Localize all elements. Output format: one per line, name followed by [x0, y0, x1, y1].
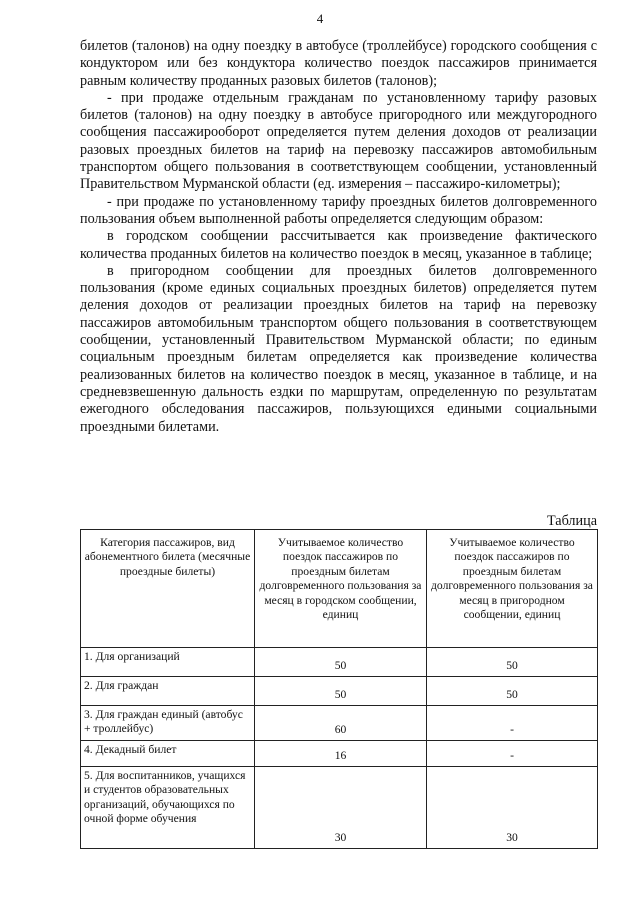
- paragraph: - при продаже отдельным гражданам по установленному тарифу разовых билетов (талонов) на одну поездку в автобусе пригородного или междугородного сообщения пассажирооборот определяется путем деления доходов от реализации разовых проездных билетов на тариф на перевозку пассажиров автомобильным транспортом общего пользования в соответствующем сообщении, установленный Правительством Мурманской области (ед. измерения – пассажиро-километры);: [80, 89, 597, 193]
- table-cell-suburban: 50: [427, 648, 598, 677]
- table-row: [81, 741, 598, 767]
- table-cell-city: 60: [255, 706, 427, 741]
- table-cell-city: 30: [255, 767, 427, 849]
- table-header-cell: Учитываемое количество поездок пассажиров по проездным билетам долговременного пользования за месяц в пригородном сообщении, единиц: [427, 530, 598, 648]
- table-cell-suburban: 50: [427, 677, 598, 706]
- table-row: [81, 706, 598, 741]
- table-cell-city: 16: [255, 741, 427, 767]
- paragraph: в пригородном сообщении для проездных билетов долговременного пользования (кроме единых социальных проездных билетов) определяется путем деления доходов от реализации проездных билетов на тариф на перевозку пассажиров автомобильным транспортом общего пользования в соответствующем сообщении, установленный Правительством Мурманской области; по единым социальным проездным билетам определяется как произведение количества реализованных билетов на количество поездок в месяц, указанное в таблице, и на средневзвешенную дальность ездки по маршрутам, определенную по результатам ежегодного обследования пассажиров, пользующихся едиными социальными проездными билетами.: [80, 262, 597, 435]
- table-cell-category: 5. Для воспитанников, учащихся и студентов образовательных организаций, обучающихся по очной форме обучения: [81, 767, 255, 849]
- page-number: 4: [316, 11, 324, 26]
- table-cell-category: 1. Для организаций: [81, 648, 255, 677]
- table-row: [81, 767, 598, 849]
- paragraph: - при продаже по установленному тарифу проездных билетов долговременного пользования объем выполненной работы определяется следующим образом:: [80, 193, 597, 227]
- body-text: [80, 38, 597, 436]
- table-cell-category: 3. Для граждан единый (автобус + троллейбус): [81, 706, 255, 741]
- table-cell-category: 4. Декадный билет: [81, 741, 255, 767]
- table-row: [81, 677, 598, 706]
- table-cell-city: 50: [255, 648, 427, 677]
- paragraph: билетов (талонов) на одну поездку в автобусе (троллейбусе) городского сообщения с кондуктором или без кондуктора количество поездок пассажиров принимается равным количеству проданных разовых билетов (талонов);: [80, 38, 597, 89]
- table-cell-suburban: -: [427, 741, 598, 767]
- table-header-row: [81, 530, 598, 648]
- table-cell-city: 50: [255, 677, 427, 706]
- table-header-cell: Категория пассажиров, вид абонементного билета (месячные проездные билеты): [81, 530, 255, 648]
- table-cell-category: 2. Для граждан: [81, 677, 255, 706]
- trips-table: [80, 529, 598, 849]
- table-row: [81, 648, 598, 677]
- table-cell-suburban: 30: [427, 767, 598, 849]
- table-header-cell: Учитываемое количество поездок пассажиров по проездным билетам долговременного пользования за месяц в городском сообщении, единиц: [255, 530, 427, 648]
- table-cell-suburban: -: [427, 706, 598, 741]
- table-caption: Таблица: [546, 513, 597, 529]
- paragraph: в городском сообщении рассчитывается как произведение фактического количества проданных билетов на количество поездок в месяц, указанное в таблице;: [80, 228, 597, 262]
